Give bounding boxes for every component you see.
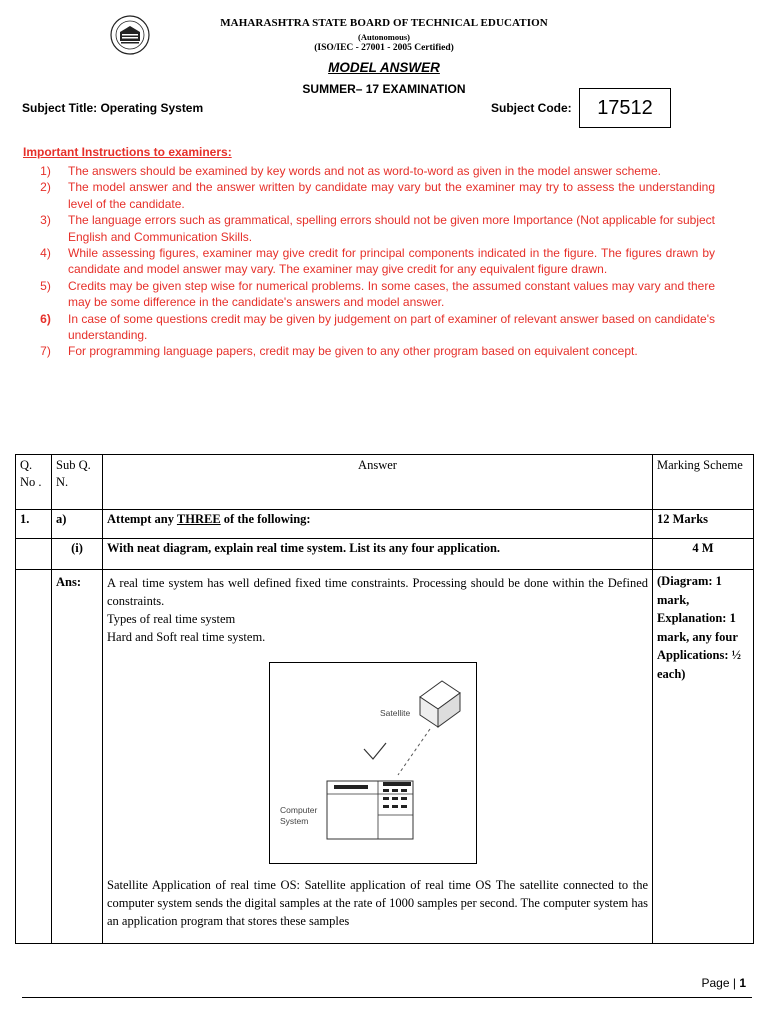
answer-content: [103, 570, 653, 944]
sub-question: a): [52, 510, 103, 539]
exam-name: SUMMER– 17 EXAMINATION: [302, 82, 466, 96]
subject-code-box: [579, 88, 671, 128]
answer-paragraph: Satellite Application of real time OS: Satellite application of real time OS The satellite connected to the computer system sends the digital samples at the rate of 1000 samples per second. The computer system has an application program that stores these samples: [107, 878, 648, 928]
sub-question-text: With neat diagram, explain real time system. List its any four application.: [103, 539, 653, 570]
subject-code-label: Subject Code:: [491, 101, 572, 115]
table-header-row: [16, 455, 754, 510]
question-text: Attempt any THREE of the following:: [103, 510, 653, 539]
instructions-list: [23, 163, 715, 360]
table-row: [16, 570, 754, 944]
instructions-heading: Important Instructions to examiners:: [23, 145, 232, 159]
answer-label: Ans:: [52, 570, 103, 944]
sub-question-marks: 4 M: [653, 539, 754, 570]
answer-paragraph: A real time system has well defined fixed time constraints. Processing should be done within the Defined constraints.: [107, 576, 648, 608]
subject-code: 17512: [597, 96, 653, 119]
header-subq: Sub Q. N.: [52, 455, 103, 510]
footer-divider: [22, 997, 752, 998]
table-row: [16, 539, 754, 570]
header-answer: Answer: [103, 455, 653, 510]
instruction-item: 2) The model answer and the answer written by candidate may vary but the examiner may try to assess the understanding level of the candidate.: [40, 180, 715, 211]
subject-title: Subject Title: Operating System: [22, 101, 204, 115]
instruction-item: 1) The answers should be examined by key words and not as word-to-word as given in the model answer scheme.: [40, 164, 661, 178]
answer-paragraph: Types of real time system: [107, 612, 236, 626]
satellite-computer-illustration: [270, 663, 476, 863]
page-number: Page | 1: [701, 976, 746, 990]
sub-question-number: (i): [52, 539, 103, 570]
question-marks: 12 Marks: [653, 510, 754, 539]
instruction-item: 4) While assessing figures, examiner may give credit for principal components indicated in the figure. The figures drawn by candidate and model answer may vary. The examiner may give credit for any equivalent figure drawn.: [40, 246, 715, 277]
answer-table: [15, 454, 754, 944]
instruction-item: 5) Credits may be given step wise for numerical problems. In some cases, the assumed constant values may vary and there may be some difference in the candidate's answers and model answer.: [40, 278, 715, 310]
answer-marking-scheme: (Diagram: 1 mark, Explanation: 1 mark, any four Applications: ½ each): [653, 570, 754, 944]
autonomous-note: (Autonomous): [358, 32, 410, 42]
board-name: MAHARASHTRA STATE BOARD OF TECHNICAL EDUCATION: [220, 17, 548, 29]
computer-system-label: Computer System: [280, 805, 318, 826]
instruction-item: 6) In case of some questions credit may be given by judgement on part of examiner of relevant answer based on candidate's understanding.: [40, 311, 715, 343]
instruction-item: 7) For programming language papers, credit may be given to any other program based on equivalent concept.: [40, 344, 638, 359]
header-qno: Q. No .: [16, 455, 52, 510]
real-time-system-diagram: [269, 662, 477, 864]
question-number: 1.: [16, 510, 52, 539]
instruction-item: 3) The language errors such as grammatical, spelling errors should not be given more Importance (Not applicable for subject English and Communication Skills.: [40, 213, 715, 244]
document-title: MODEL ANSWER: [328, 60, 440, 75]
table-row: [16, 510, 754, 539]
iso-certification: (ISO/IEC - 27001 - 2005 Certified): [314, 43, 454, 53]
answer-paragraph: Hard and Soft real time system.: [107, 630, 266, 644]
header-marking: Marking Scheme: [653, 455, 754, 510]
satellite-label: Satellite: [380, 708, 411, 718]
